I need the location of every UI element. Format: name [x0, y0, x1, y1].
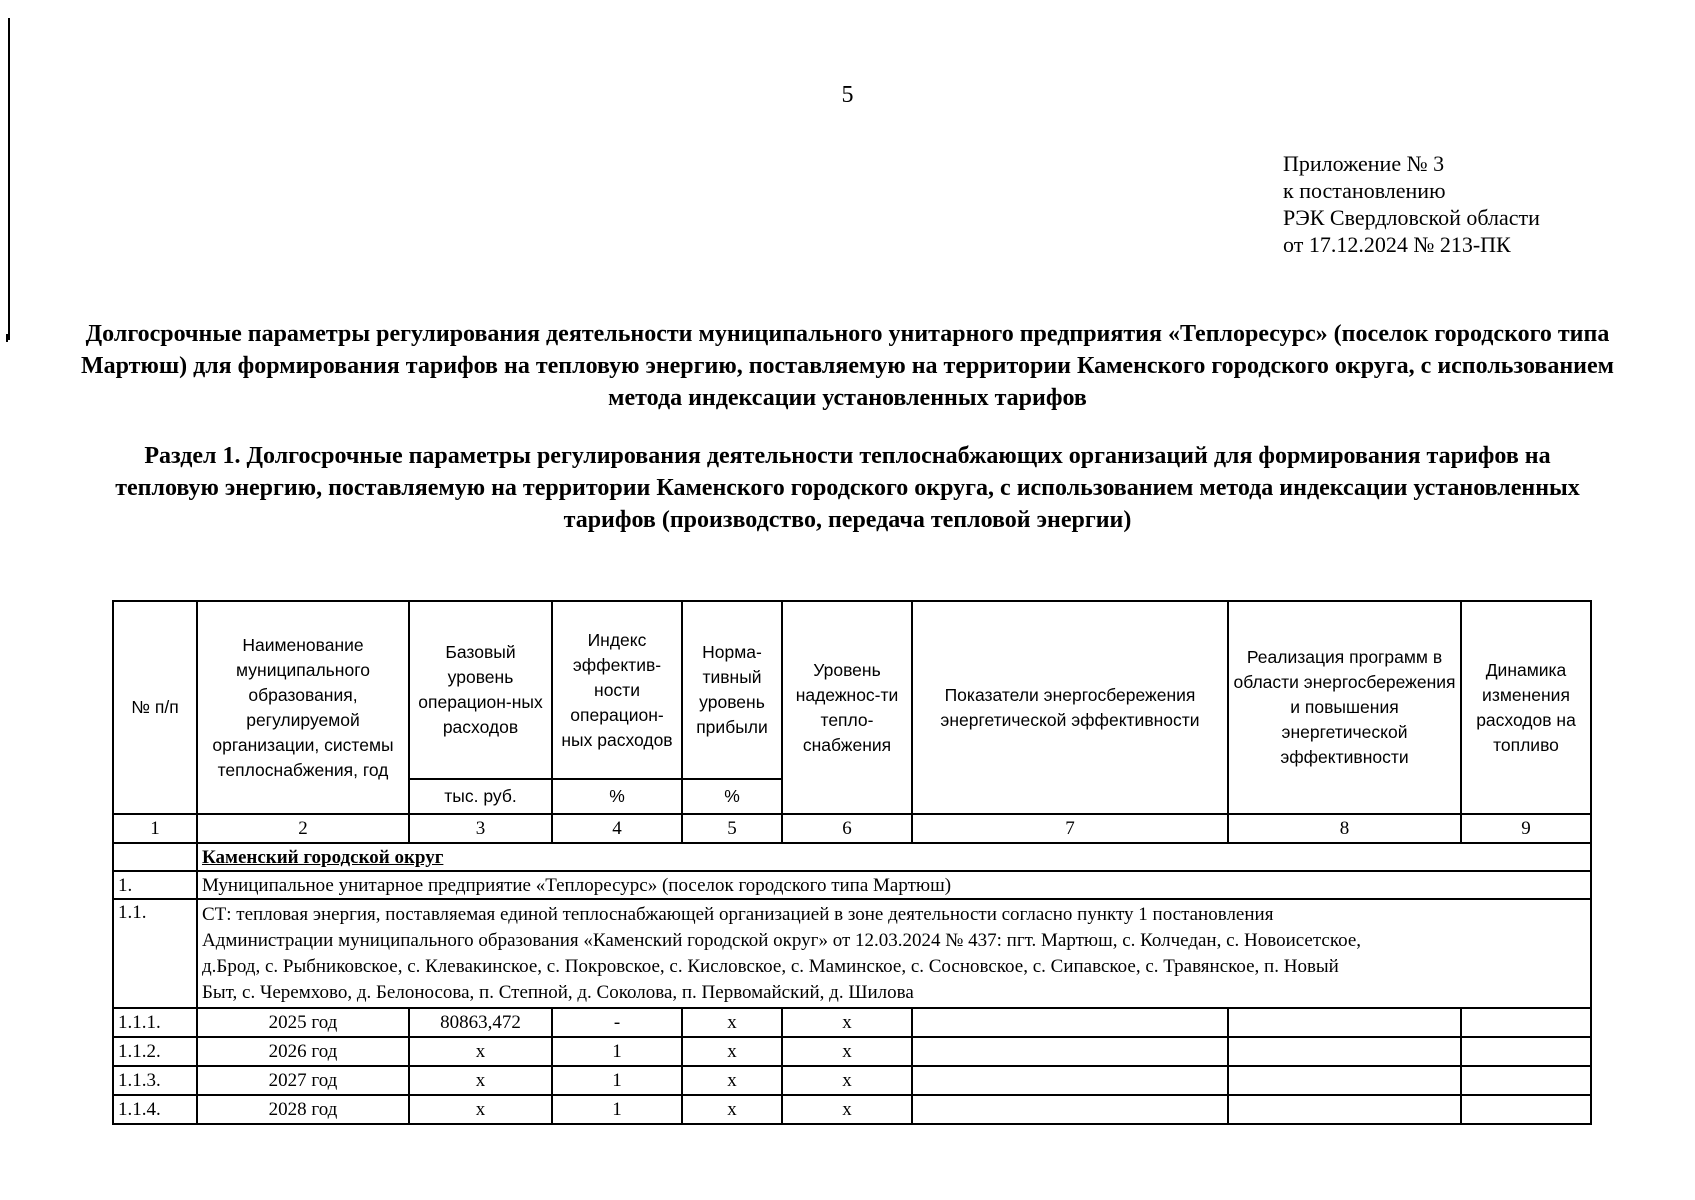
parameters-table	[112, 600, 1592, 1125]
municipality-num-cell	[113, 843, 197, 871]
organization-name: Муниципальное унитарное предприятие «Теплоресурс» (поселок городского типа Мартюш)	[197, 871, 1591, 899]
appendix-date-line: от 17.12.2024 № 213-ПК	[1283, 232, 1511, 257]
row-year: 2025 год	[197, 1008, 409, 1037]
municipality-cell	[197, 843, 1591, 871]
row-year: 2027 год	[197, 1066, 409, 1095]
header-base-opex: Базовый уровень операцион-ных расходов	[409, 601, 552, 779]
organization-num: 1.	[113, 871, 197, 899]
row-programs	[1228, 1037, 1461, 1066]
system-line: Быт, с. Черемхово, д. Белоносова, п. Степной, д. Соколова, п. Первомайский, д. Шилова	[202, 982, 914, 1003]
margin-line	[8, 18, 10, 340]
row-energy-saving	[912, 1037, 1228, 1066]
municipality-row	[113, 843, 1591, 871]
appendix-line: к постановлению	[1283, 178, 1446, 203]
row-fuel-dynamics	[1461, 1008, 1591, 1037]
system-row	[113, 899, 1591, 1008]
row-programs	[1228, 1008, 1461, 1037]
row-efficiency-index: 1	[552, 1037, 682, 1066]
row-base-opex: х	[409, 1037, 552, 1066]
appendix-line: РЭК Свердловской области	[1283, 205, 1540, 230]
row-efficiency-index: 1	[552, 1095, 682, 1124]
row-base-opex: х	[409, 1066, 552, 1095]
row-fuel-dynamics	[1461, 1066, 1591, 1095]
document-title: Долгосрочные параметры регулирования деятельности муниципального унитарного предприятия «Теплоресурс» (поселок городского типа Мартюш) для формирования тарифов на тепловую энергию, поставляемую на территории Каменского городского округа, с использованием метода индексации установленных тарифов	[81, 321, 1614, 411]
row-energy-saving	[912, 1008, 1228, 1037]
row-num: 1.1.2.	[113, 1037, 197, 1066]
row-profit-level: х	[682, 1066, 782, 1095]
row-energy-saving	[912, 1066, 1228, 1095]
table-row	[113, 1095, 1591, 1124]
row-energy-saving	[912, 1095, 1228, 1124]
row-year: 2026 год	[197, 1037, 409, 1066]
row-efficiency-index: 1	[552, 1066, 682, 1095]
row-reliability: х	[782, 1037, 912, 1066]
system-description	[197, 899, 1591, 1008]
header-profit-level: Норма-тивный уровень прибыли	[682, 601, 782, 779]
row-programs	[1228, 1095, 1461, 1124]
system-line: СТ: тепловая энергия, поставляемая единой теплоснабжающей организацией в зоне деятельности согласно пункту 1 постановления	[202, 904, 1274, 925]
system-line: д.Брод, с. Рыбниковское, с. Клевакинское, с. Покровское, с. Кисловское, с. Маминское, с. Сосновское, с. Сипавское, с. Травянское, п. Новый	[202, 956, 1339, 977]
margin-tick	[6, 334, 8, 342]
row-profit-level: х	[682, 1095, 782, 1124]
table-row	[113, 1037, 1591, 1066]
row-num: 1.1.3.	[113, 1066, 197, 1095]
header-reliability: Уровень надежнос-ти тепло-снабжения	[782, 601, 912, 814]
organization-row	[113, 871, 1591, 899]
row-reliability: х	[782, 1008, 912, 1037]
row-profit-level: х	[682, 1008, 782, 1037]
appendix-block	[1283, 150, 1540, 258]
row-efficiency-index: -	[552, 1008, 682, 1037]
row-programs	[1228, 1066, 1461, 1095]
municipality-name: Каменский городской округ	[202, 846, 444, 868]
column-number: 1	[113, 814, 197, 843]
page-number: 5	[841, 82, 854, 108]
header-efficiency-index: Индекс эффектив-ности операцион-ных расходов	[552, 601, 682, 779]
row-reliability: х	[782, 1095, 912, 1124]
unit-base-opex: тыс. руб.	[409, 779, 552, 814]
header-num: № п/п	[113, 601, 197, 814]
system-line: Администрации муниципального образования «Каменский городской округ» от 12.03.2024 № 437: пгт. Мартюш, с. Колчедан, с. Новоисетское,	[202, 930, 1362, 951]
column-number: 3	[409, 814, 552, 843]
header-energy-saving: Показатели энергосбережения энергетической эффективности	[912, 601, 1228, 814]
row-year: 2028 год	[197, 1095, 409, 1124]
column-number: 8	[1228, 814, 1461, 843]
row-reliability: х	[782, 1066, 912, 1095]
table-row	[113, 1008, 1591, 1037]
column-number: 5	[682, 814, 782, 843]
column-number: 6	[782, 814, 912, 843]
row-base-opex: х	[409, 1095, 552, 1124]
row-base-opex: 80863,472	[409, 1008, 552, 1037]
column-number: 4	[552, 814, 682, 843]
appendix-line: Приложение № 3	[1283, 151, 1445, 176]
column-number: 2	[197, 814, 409, 843]
header-name: Наименование муниципального образования, регулируемой организации, системы теплоснабжения, год	[197, 601, 409, 814]
row-num: 1.1.4.	[113, 1095, 197, 1124]
table-row	[113, 1066, 1591, 1095]
header-fuel-dynamics: Динамика изменения расходов на топливо	[1461, 601, 1591, 814]
row-fuel-dynamics	[1461, 1095, 1591, 1124]
column-number: 9	[1461, 814, 1591, 843]
header-programs: Реализация программ в области энергосбережения и повышения энергетической эффективности	[1228, 601, 1461, 814]
row-fuel-dynamics	[1461, 1037, 1591, 1066]
column-number: 7	[912, 814, 1228, 843]
section-title: Раздел 1. Долгосрочные параметры регулирования деятельности теплоснабжающих организаций для формирования тарифов на тепловую энергию, поставляемую на территории Каменского городского округа, с использованием метода индексации установленных тарифов (производство, передача тепловой энергии)	[115, 443, 1580, 533]
system-num: 1.1.	[113, 899, 197, 1008]
row-num: 1.1.1.	[113, 1008, 197, 1037]
unit-profit-level: %	[682, 779, 782, 814]
unit-efficiency-index: %	[552, 779, 682, 814]
column-number-row	[113, 814, 1591, 843]
row-profit-level: х	[682, 1037, 782, 1066]
